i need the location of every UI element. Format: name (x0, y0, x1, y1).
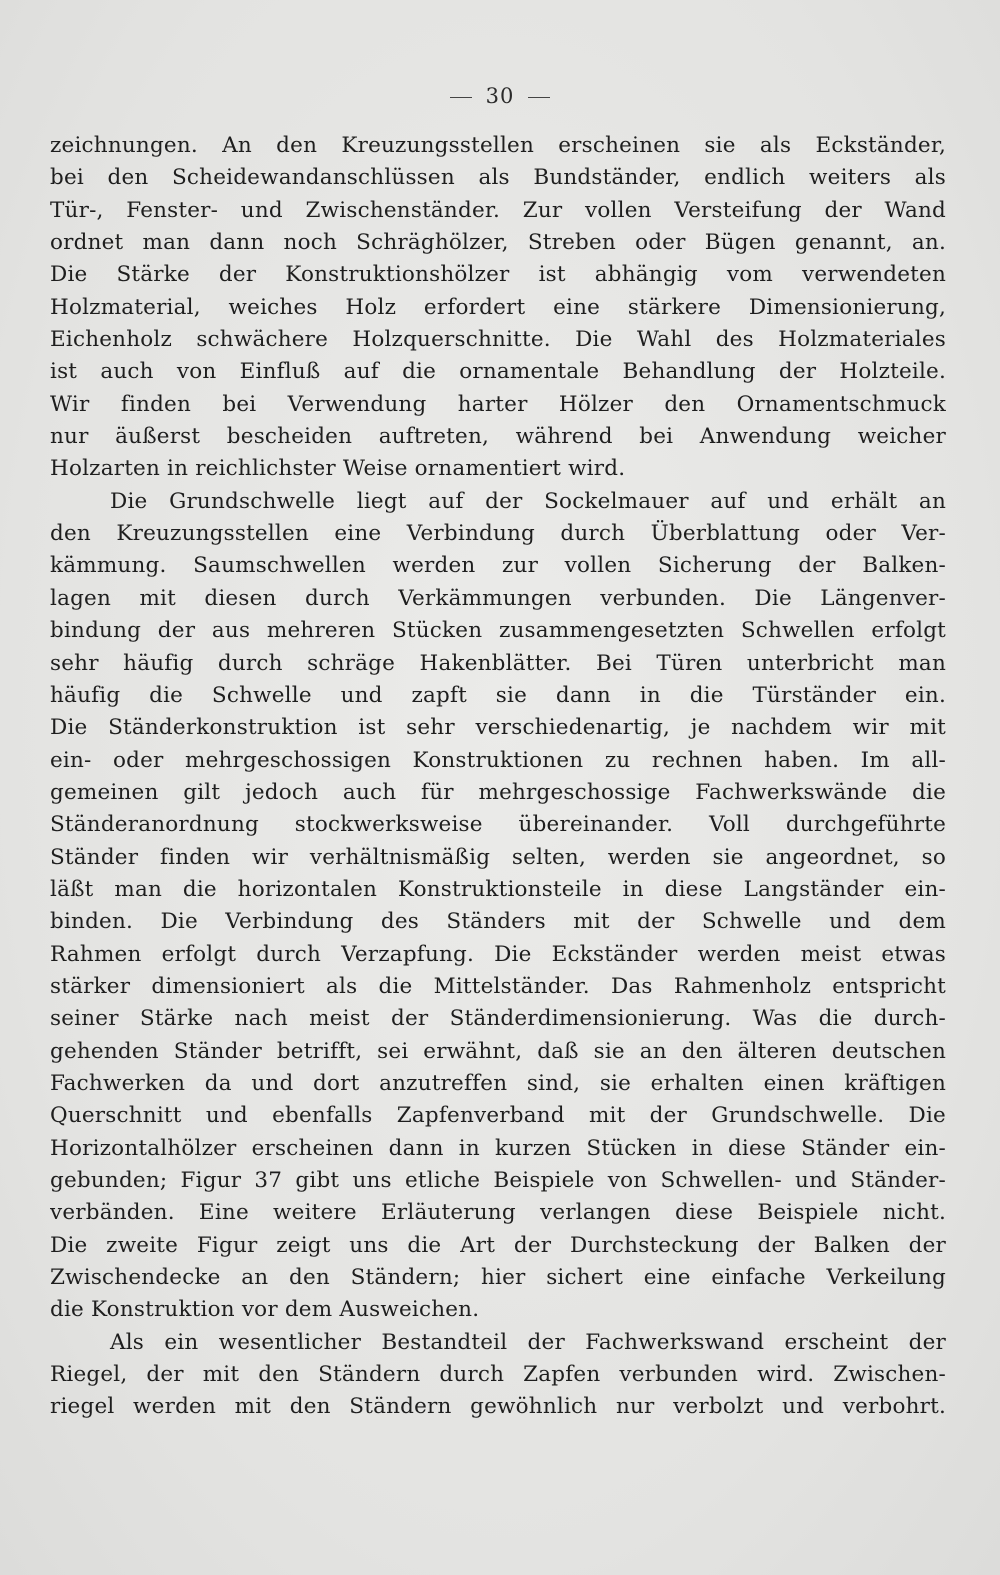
text-line: Holzarten in reichlichster Weise ornamentiert wird. (50, 456, 626, 482)
text-line: Die Grundschwelle liegt auf der Sockelmauer auf und erhält an (110, 488, 946, 514)
text-line: zeichnungen. An den Kreuzungsstellen erscheinen sie als Eckständer, (50, 133, 946, 158)
text-line: Wir finden bei Verwendung harter Hölzer den Ornamentschmuck (50, 391, 946, 417)
text-line: häufig die Schwelle und zapft sie dann in die Türständer ein. (50, 682, 946, 708)
text-line: bindung der aus mehreren Stücken zusammengesetzten Schwellen erfolgt (50, 618, 946, 644)
text-line: Rahmen erfolgt durch Verzapfung. Die Eckständer werden meist etwas (50, 941, 946, 967)
text-line: Querschnitt und ebenfalls Zapfenverband mit der Grundschwelle. Die (50, 1103, 946, 1129)
text-line: lagen mit diesen durch Verkämmungen verbunden. Die Längenver- (50, 585, 946, 611)
text-line: Eichenholz schwächere Holzquerschnitte. Die Wahl des Holzmateriales (50, 327, 946, 353)
text-line: Die Ständerkonstruktion ist sehr verschiedenartig, je nachdem wir mit (50, 715, 946, 741)
text-line: gemeinen gilt jedoch auch für mehrgeschossige Fachwerkswände die (50, 779, 946, 805)
text-line: verbänden. Eine weitere Erläuterung verlangen diese Beispiele nicht. (50, 1200, 946, 1226)
left-dash (450, 97, 472, 98)
text-line: Die Stärke der Konstruktionshölzer ist abhängig vom verwendeten (50, 262, 946, 288)
text-line: Ständer finden wir verhältnismäßig selten, werden sie angeordnet, so (50, 844, 946, 870)
text-line: seiner Stärke nach meist der Ständerdimensionierung. Was die durch- (50, 1006, 946, 1032)
text-line: ordnet man dann noch Schräghölzer, Streben oder Bügen genannt, an. (50, 230, 946, 256)
text-line: riegel werden mit den Ständern gewöhnlich nur verbolzt und verbohrt. (50, 1394, 946, 1420)
text-line: Tür-, Fenster- und Zwischenständer. Zur vollen Versteifung der Wand (50, 197, 946, 223)
text-line: läßt man die horizontalen Konstruktionsteile in diese Langständer ein- (50, 876, 946, 902)
text-line: den Kreuzungsstellen eine Verbindung durch Überblattung oder Ver- (50, 521, 946, 547)
text-line: Holzmaterial, weiches Holz erfordert eine stärkere Dimensionierung, (50, 294, 946, 320)
text-line: ein- oder mehrgeschossigen Konstruktionen zu rechnen haben. Im all- (50, 747, 946, 773)
text-line: binden. Die Verbindung des Ständers mit der Schwelle und dem (50, 909, 946, 935)
right-dash (528, 97, 550, 98)
text-line: Zwischendecke an den Ständern; hier sichert eine einfache Verkeilung (50, 1265, 946, 1291)
text-line: die Konstruktion vor dem Ausweichen. (50, 1297, 480, 1323)
text-line: Als ein wesentlicher Bestandteil der Fachwerkswand erscheint der (110, 1329, 946, 1355)
text-line: gehenden Ständer betrifft, sei erwähnt, daß sie an den älteren deutschen (50, 1038, 946, 1064)
text-line: nur äußerst bescheiden auftreten, während bei Anwendung weicher (50, 424, 946, 450)
page-number: 30 (485, 84, 515, 108)
text-line: bei den Scheidewandanschlüssen als Bundständer, endlich weiters als (50, 165, 946, 191)
text-line: gebunden; Figur 37 gibt uns etliche Beispiele von Schwellen- und Ständer- (50, 1168, 946, 1193)
text-line: Fachwerken da und dort anzutreffen sind, sie erhalten einen kräftigen (50, 1070, 946, 1096)
body-text (50, 130, 946, 1424)
text-line: Riegel, der mit den Ständern durch Zapfen verbunden wird. Zwischen- (50, 1362, 946, 1388)
text-line: stärker dimensioniert als die Mittelständer. Das Rahmenholz entspricht (50, 973, 946, 999)
text-line: sehr häufig durch schräge Hakenblätter. Bei Türen unterbricht man (50, 650, 946, 676)
text-line: Ständeranordnung stockwerksweise übereinander. Voll durchgeführte (50, 812, 946, 838)
page-number-header (0, 84, 1000, 108)
text-line: kämmung. Saumschwellen werden zur vollen Sicherung der Balken- (50, 553, 946, 579)
text-line: Die zweite Figur zeigt uns die Art der Durchsteckung der Balken der (50, 1232, 946, 1258)
text-line: ist auch von Einfluß auf die ornamentale Behandlung der Holzteile. (50, 359, 946, 385)
text-line: Horizontalhölzer erscheinen dann in kurzen Stücken in diese Ständer ein- (50, 1135, 946, 1161)
